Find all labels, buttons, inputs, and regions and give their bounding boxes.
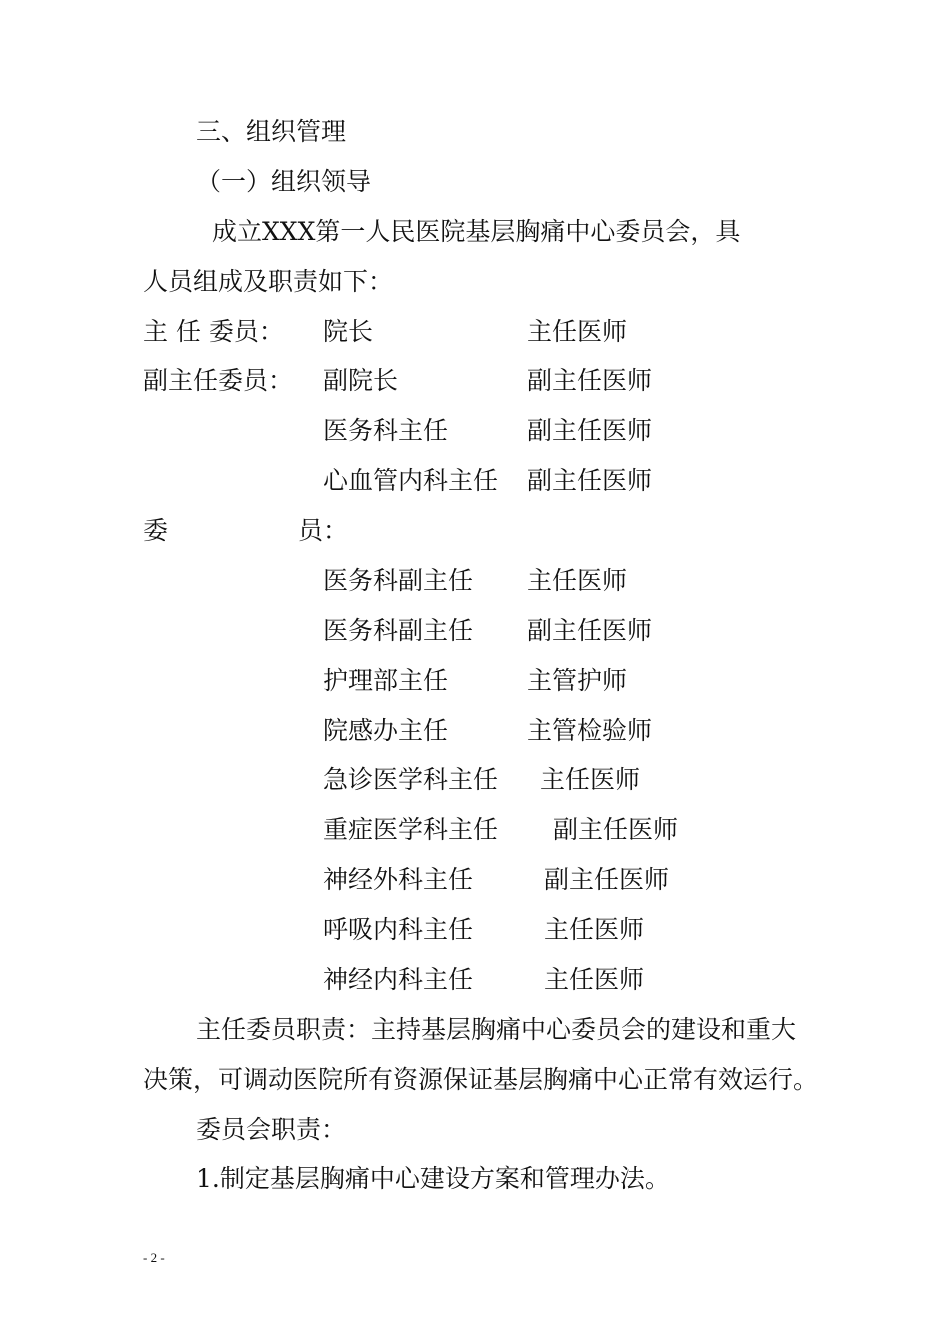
member-title: 主任医师 [544, 915, 645, 944]
member-title: 副主任医师 [544, 865, 670, 894]
deputy-position: 副院长 [323, 366, 399, 395]
deputy-directors-label: 副主任委员： [143, 366, 294, 395]
director-title: 主任医师 [527, 317, 628, 346]
member-position: 急诊医学科主任 [323, 765, 499, 794]
deputy-title: 副主任医师 [527, 466, 653, 495]
subsection-heading: （一）组织领导 [196, 167, 372, 196]
deputy-title: 副主任医师 [527, 416, 653, 445]
member-position: 医务科副主任 [323, 616, 474, 645]
members-label-right: 员： [298, 516, 349, 545]
member-title: 主任医师 [527, 566, 628, 595]
member-position: 呼吸内科主任 [323, 915, 474, 944]
member-title: 主管护师 [527, 666, 628, 695]
member-position: 院感办主任 [323, 716, 449, 745]
intro-paragraph-line1: 成立XXX第一人民医院基层胸痛中心委员会，具 [212, 217, 741, 246]
member-position: 医务科副主任 [323, 566, 474, 595]
committee-duty-heading: 委员会职责： [196, 1115, 347, 1144]
member-position: 护理部主任 [323, 666, 449, 695]
section-heading: 三、组织管理 [196, 117, 347, 146]
members-label-left: 委 [143, 516, 169, 545]
member-title: 主管检验师 [527, 716, 653, 745]
deputy-title: 副主任医师 [527, 366, 653, 395]
director-label: 主 任 委员： [143, 317, 284, 346]
director-position: 院长 [323, 317, 374, 346]
committee-duty-item: 1.制定基层胸痛中心建设方案和管理办法。 [196, 1164, 670, 1193]
deputy-position: 心血管内科主任 [323, 466, 499, 495]
member-position: 神经外科主任 [323, 865, 474, 894]
member-position: 神经内科主任 [323, 965, 474, 994]
member-title: 主任医师 [540, 765, 641, 794]
member-title: 副主任医师 [527, 616, 653, 645]
member-position: 重症医学科主任 [323, 815, 499, 844]
deputy-position: 医务科主任 [323, 416, 449, 445]
member-title: 副主任医师 [553, 815, 679, 844]
member-title: 主任医师 [544, 965, 645, 994]
page-number: - 2 - [143, 1250, 165, 1265]
intro-paragraph-line2: 人员组成及职责如下： [143, 267, 394, 296]
director-duty-line1: 主任委员职责：主持基层胸痛中心委员会的建设和重大 [196, 1015, 797, 1044]
director-duty-line2: 决策，可调动医院所有资源保证基层胸痛中心正常有效运行。 [143, 1065, 819, 1094]
